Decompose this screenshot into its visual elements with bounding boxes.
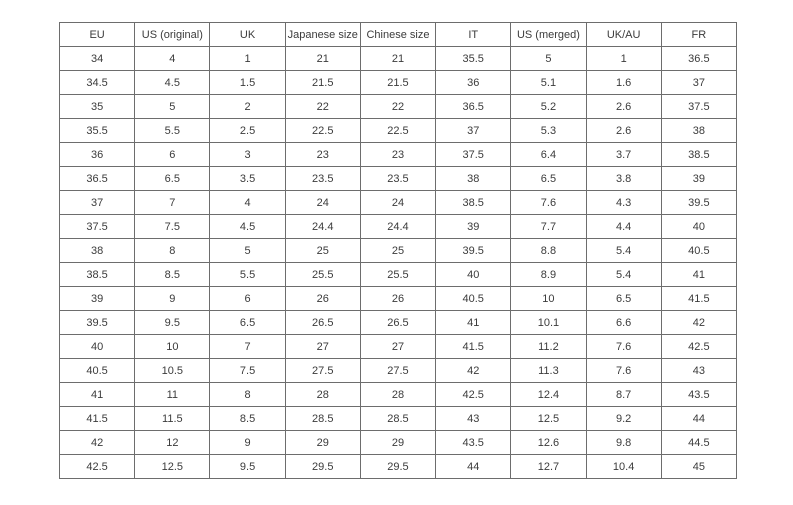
table-cell: 1.6 — [586, 71, 661, 95]
table-cell: 28.5 — [360, 407, 435, 431]
table-cell: 27.5 — [285, 359, 360, 383]
table-cell: 10.5 — [135, 359, 210, 383]
table-cell: 38.5 — [436, 191, 511, 215]
table-cell: 12.7 — [511, 455, 586, 479]
table-cell: 8.9 — [511, 263, 586, 287]
table-row — [60, 407, 737, 431]
table-cell: 22.5 — [360, 119, 435, 143]
table-cell: 39 — [436, 215, 511, 239]
table-cell: 12.5 — [511, 407, 586, 431]
table-cell: 41.5 — [661, 287, 736, 311]
table-cell: 21.5 — [285, 71, 360, 95]
table-cell: 4 — [210, 191, 285, 215]
table-cell: 40 — [436, 263, 511, 287]
column-header: US (original) — [135, 23, 210, 47]
table-cell: 12.5 — [135, 455, 210, 479]
table-cell: 36.5 — [436, 95, 511, 119]
table-cell: 2.5 — [210, 119, 285, 143]
table-cell: 12.4 — [511, 383, 586, 407]
table-cell: 8.8 — [511, 239, 586, 263]
table-cell: 37 — [60, 191, 135, 215]
table-cell: 5.2 — [511, 95, 586, 119]
table-header — [60, 23, 737, 47]
table-cell: 6.5 — [586, 287, 661, 311]
table-cell: 23 — [360, 143, 435, 167]
table-cell: 2.6 — [586, 119, 661, 143]
table-header-row — [60, 23, 737, 47]
table-cell: 35.5 — [60, 119, 135, 143]
table-cell: 39 — [60, 287, 135, 311]
table-cell: 6 — [135, 143, 210, 167]
table-row — [60, 119, 737, 143]
table-cell: 8.5 — [210, 407, 285, 431]
table-cell: 10 — [511, 287, 586, 311]
table-cell: 41 — [661, 263, 736, 287]
table-cell: 3 — [210, 143, 285, 167]
table-cell: 6 — [210, 287, 285, 311]
table-cell: 26 — [360, 287, 435, 311]
table-cell: 43 — [661, 359, 736, 383]
table-row — [60, 431, 737, 455]
table-cell: 41.5 — [60, 407, 135, 431]
table-cell: 25 — [360, 239, 435, 263]
table-cell: 1 — [210, 47, 285, 71]
table-row — [60, 287, 737, 311]
table-cell: 9.5 — [135, 311, 210, 335]
table-cell: 1.5 — [210, 71, 285, 95]
table-cell: 9.5 — [210, 455, 285, 479]
table-row — [60, 263, 737, 287]
table-cell: 8 — [210, 383, 285, 407]
table-cell: 5 — [135, 95, 210, 119]
table-cell: 42 — [661, 311, 736, 335]
table-cell: 40 — [60, 335, 135, 359]
table-cell: 45 — [661, 455, 736, 479]
table-cell: 44 — [436, 455, 511, 479]
table-row — [60, 71, 737, 95]
table-row — [60, 215, 737, 239]
table-cell: 5.4 — [586, 239, 661, 263]
table-cell: 11.2 — [511, 335, 586, 359]
table-cell: 27 — [360, 335, 435, 359]
table-cell: 12.6 — [511, 431, 586, 455]
table-cell: 4.3 — [586, 191, 661, 215]
table-cell: 3.5 — [210, 167, 285, 191]
table-cell: 37 — [661, 71, 736, 95]
table-cell: 39.5 — [60, 311, 135, 335]
column-header: Chinese size — [360, 23, 435, 47]
table-cell: 8.7 — [586, 383, 661, 407]
table-cell: 29 — [285, 431, 360, 455]
table-cell: 42.5 — [661, 335, 736, 359]
column-header: FR — [661, 23, 736, 47]
table-cell: 24.4 — [360, 215, 435, 239]
table-cell: 5.5 — [135, 119, 210, 143]
table-row — [60, 239, 737, 263]
table-cell: 43 — [436, 407, 511, 431]
table-cell: 21 — [285, 47, 360, 71]
table-cell: 43.5 — [436, 431, 511, 455]
table-cell: 5.5 — [210, 263, 285, 287]
table-cell: 37.5 — [60, 215, 135, 239]
table-cell: 5.1 — [511, 71, 586, 95]
table-cell: 23 — [285, 143, 360, 167]
table-cell: 22.5 — [285, 119, 360, 143]
table-cell: 7.7 — [511, 215, 586, 239]
table-row — [60, 335, 737, 359]
table-body — [60, 47, 737, 479]
table-cell: 37 — [436, 119, 511, 143]
column-header: Japanese size — [285, 23, 360, 47]
table-cell: 37.5 — [436, 143, 511, 167]
table-row — [60, 47, 737, 71]
table-cell: 6.5 — [135, 167, 210, 191]
table-cell: 24.4 — [285, 215, 360, 239]
table-cell: 21 — [360, 47, 435, 71]
table-row — [60, 191, 737, 215]
table-cell: 39.5 — [436, 239, 511, 263]
table-cell: 42.5 — [436, 383, 511, 407]
table-cell: 11.3 — [511, 359, 586, 383]
table-cell: 27 — [285, 335, 360, 359]
table-cell: 35.5 — [436, 47, 511, 71]
table-row — [60, 143, 737, 167]
table-cell: 9 — [210, 431, 285, 455]
table-cell: 42.5 — [60, 455, 135, 479]
table-cell: 29.5 — [360, 455, 435, 479]
table-cell: 4.5 — [135, 71, 210, 95]
table-cell: 26 — [285, 287, 360, 311]
table-cell: 40.5 — [60, 359, 135, 383]
table-cell: 37.5 — [661, 95, 736, 119]
table-cell: 41.5 — [436, 335, 511, 359]
table-cell: 2.6 — [586, 95, 661, 119]
table-cell: 29 — [360, 431, 435, 455]
table-cell: 7 — [210, 335, 285, 359]
table-cell: 28 — [285, 383, 360, 407]
table-cell: 9 — [135, 287, 210, 311]
table-cell: 40 — [661, 215, 736, 239]
table-row — [60, 359, 737, 383]
table-cell: 29.5 — [285, 455, 360, 479]
table-cell: 8.5 — [135, 263, 210, 287]
table-cell: 6.5 — [210, 311, 285, 335]
column-header: UK — [210, 23, 285, 47]
table-cell: 3.8 — [586, 167, 661, 191]
column-header: EU — [60, 23, 135, 47]
table-row — [60, 383, 737, 407]
table-cell: 24 — [285, 191, 360, 215]
table-cell: 7.6 — [586, 335, 661, 359]
table-cell: 5 — [210, 239, 285, 263]
table-cell: 36 — [60, 143, 135, 167]
table-cell: 7.5 — [135, 215, 210, 239]
table-cell: 39 — [661, 167, 736, 191]
table-cell: 10 — [135, 335, 210, 359]
table-cell: 5.4 — [586, 263, 661, 287]
table-cell: 6.4 — [511, 143, 586, 167]
table-cell: 7.6 — [586, 359, 661, 383]
table-cell: 34 — [60, 47, 135, 71]
table-cell: 22 — [360, 95, 435, 119]
table-row — [60, 95, 737, 119]
table-cell: 4.4 — [586, 215, 661, 239]
table-cell: 25 — [285, 239, 360, 263]
table-cell: 38 — [436, 167, 511, 191]
table-cell: 38 — [661, 119, 736, 143]
table-cell: 28.5 — [285, 407, 360, 431]
table-cell: 28 — [360, 383, 435, 407]
table-cell: 8 — [135, 239, 210, 263]
table-cell: 41 — [60, 383, 135, 407]
table-cell: 12 — [135, 431, 210, 455]
table-cell: 23.5 — [285, 167, 360, 191]
table-row — [60, 455, 737, 479]
table-cell: 11.5 — [135, 407, 210, 431]
table-cell: 43.5 — [661, 383, 736, 407]
table-cell: 4 — [135, 47, 210, 71]
table-cell: 5.3 — [511, 119, 586, 143]
table-cell: 5 — [511, 47, 586, 71]
table-cell: 44 — [661, 407, 736, 431]
table-cell: 38.5 — [661, 143, 736, 167]
table-cell: 42 — [60, 431, 135, 455]
column-header: US (merged) — [511, 23, 586, 47]
table-cell: 42 — [436, 359, 511, 383]
table-cell: 38.5 — [60, 263, 135, 287]
table-cell: 7.5 — [210, 359, 285, 383]
table-cell: 27.5 — [360, 359, 435, 383]
table-cell: 7 — [135, 191, 210, 215]
table-cell: 22 — [285, 95, 360, 119]
table-cell: 38 — [60, 239, 135, 263]
table-cell: 26.5 — [360, 311, 435, 335]
shoe-size-conversion-table — [59, 22, 737, 479]
table-cell: 23.5 — [360, 167, 435, 191]
table-cell: 36 — [436, 71, 511, 95]
table-cell: 11 — [135, 383, 210, 407]
table-cell: 7.6 — [511, 191, 586, 215]
table-cell: 4.5 — [210, 215, 285, 239]
table-cell: 10.4 — [586, 455, 661, 479]
table-cell: 36.5 — [60, 167, 135, 191]
table-row — [60, 167, 737, 191]
table-cell: 9.8 — [586, 431, 661, 455]
table-cell: 40.5 — [661, 239, 736, 263]
table-cell: 2 — [210, 95, 285, 119]
table-cell: 44.5 — [661, 431, 736, 455]
table-cell: 9.2 — [586, 407, 661, 431]
table-cell: 3.7 — [586, 143, 661, 167]
table-cell: 6.5 — [511, 167, 586, 191]
table-cell: 6.6 — [586, 311, 661, 335]
column-header: IT — [436, 23, 511, 47]
table-cell: 39.5 — [661, 191, 736, 215]
table-cell: 35 — [60, 95, 135, 119]
column-header: UK/AU — [586, 23, 661, 47]
table-cell: 21.5 — [360, 71, 435, 95]
table-cell: 41 — [436, 311, 511, 335]
table-cell: 40.5 — [436, 287, 511, 311]
table-cell: 34.5 — [60, 71, 135, 95]
table-cell: 25.5 — [285, 263, 360, 287]
table-cell: 36.5 — [661, 47, 736, 71]
table-row — [60, 311, 737, 335]
table-cell: 10.1 — [511, 311, 586, 335]
table-cell: 25.5 — [360, 263, 435, 287]
table-cell: 1 — [586, 47, 661, 71]
table-cell: 24 — [360, 191, 435, 215]
table-cell: 26.5 — [285, 311, 360, 335]
